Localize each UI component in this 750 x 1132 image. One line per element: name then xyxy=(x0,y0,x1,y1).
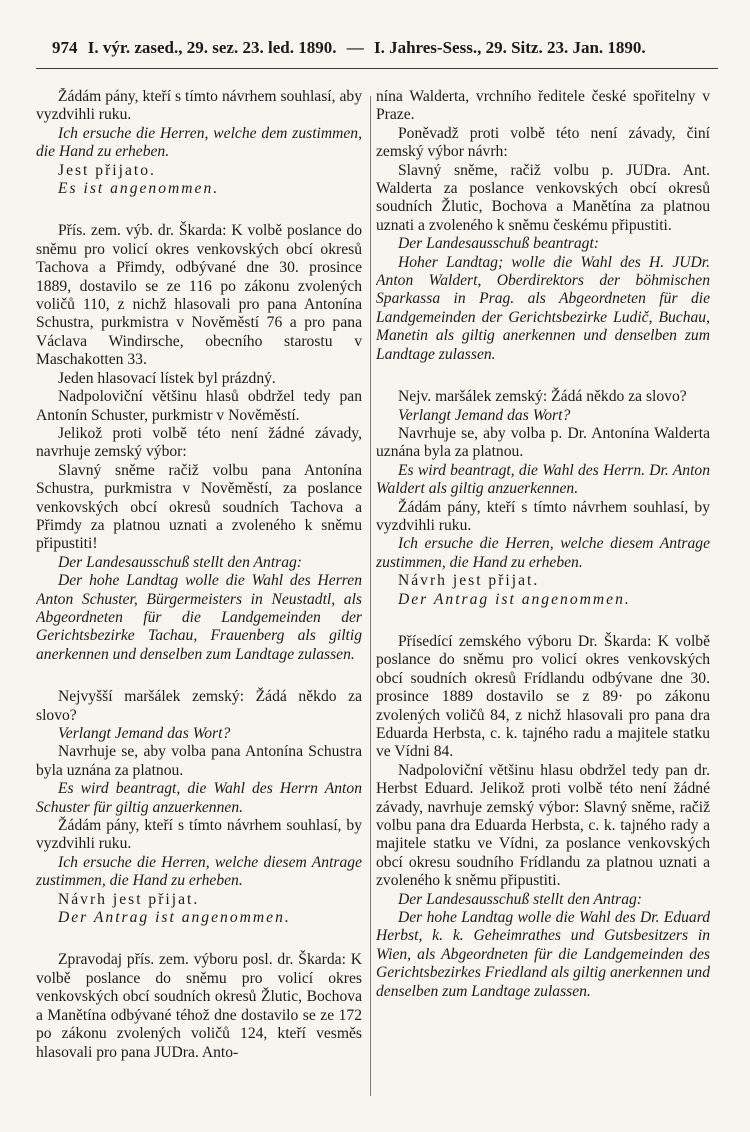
paragraph: Nejv. maršálek zemský: Žádá někdo za slovo? xyxy=(398,388,687,406)
paragraph: Nadpoloviční většinu hlasu obdržel tedy pan dr. Herbst Eduard. Jelikož proti volbě této není žádné závady, navrhuje zemský výbor: Slavný sněme, račiž volbu pana dra Eduarda Herbsta, c. k. tajného rady a majitele statku ve Vídni, za poslance venkovských obcí okresu soudního Frídlandu za platnou uznati a zvoleného k sněmu připustiti. xyxy=(376,761,710,890)
paragraph: Der Landesausschuß stellt den Antrag: xyxy=(398,890,643,908)
paragraph: Slavný sněme, račiž volbu p. JUDra. Ant. Walderta za poslance venkovských obcí okresů soudních Žlutic, Bochova a Manětína za platnou uznati a zvoleného k sněmu českému připustiti. xyxy=(376,161,710,234)
paragraph: nína Walderta, vrchního ředitele české spořitelny v Praze. xyxy=(376,88,710,124)
right-column xyxy=(376,88,710,1118)
paragraph: Návrh jest přijat. xyxy=(398,572,540,590)
paragraph: Ich ersuche die Herren, welche diesem Antrage zustimmen, die Hand zu erheben. xyxy=(376,535,710,571)
page-number: 974 xyxy=(52,38,78,57)
paragraph: Žádám pány, kteří s tímto návrhem souhlasí, aby vyzdvihli ruku. xyxy=(36,88,362,124)
paragraph: Jeden hlasovací lístek byl prázdný. xyxy=(58,369,276,387)
paragraph: Es ist angenommen. xyxy=(58,180,220,198)
paragraph: Jest přijato. xyxy=(58,161,156,179)
paragraph: Der Landesausschuß stellt den Antrag: xyxy=(58,553,303,571)
page-header xyxy=(52,38,718,68)
header-czech-title: I. výr. zased., 29. sez. 23. led. 1890. xyxy=(87,38,337,57)
paragraph: Ich ersuche die Herren, welche dem zustimmen, die Hand zu erheben. xyxy=(36,124,362,161)
paragraph: Zpravodaj přís. zem. výboru posl. dr. Škarda: K volbě poslance do sněmu pro volicí okres venkovských obcí soudních okresů Žlutic, Bochova a Manětína odbývané téhož dne dostavilo se ze 172 po zákonu zvolených voličů 124, kteří vesměs hlasovali pro pana JUDra. Anto- xyxy=(36,951,362,1061)
paragraph: Hoher Landtag; wolle die Wahl des H. JUDr. Anton Waldert, Oberdirektors der böhmischen Sparkassa in Prag. als Abgeordneten für die Landgemeinden der Gerichtsbezirke Ludič, Buchau, Manetin als giltig anerkennen und denselben zum Landtage zulassen. xyxy=(376,253,710,363)
header-separator: — xyxy=(346,38,364,57)
header-divider xyxy=(36,68,718,69)
paragraph: Jelikož proti volbě této není žádné závady, navrhuje zemský výbor: xyxy=(36,424,362,461)
column-divider xyxy=(370,96,371,1096)
paragraph: Der Antrag ist angenommen. xyxy=(58,909,291,927)
paragraph: Nadpoloviční většinu hlasů obdržel tedy pan Antonín Schuster, purkmistr v Nověměstí. xyxy=(36,388,362,424)
paragraph: Poněvadž proti volbě této není závady, činí zemský výbor návrh: xyxy=(376,124,710,161)
paragraph: Navrhuje se, aby volba p. Dr. Antonína Walderta uznána byla za platnou. xyxy=(376,424,710,461)
header-german-title: I. Jahres-Sess., 29. Sitz. 23. Jan. 1890. xyxy=(373,38,646,57)
paragraph: Der Antrag ist angenommen. xyxy=(398,590,631,608)
spacer xyxy=(36,198,362,222)
paragraph: Verlangt Jemand das Wort? xyxy=(398,406,571,424)
paragraph: Der Landesausschuß beantragt: xyxy=(398,235,599,253)
spacer xyxy=(376,609,710,633)
spacer xyxy=(36,927,362,951)
paragraph: Es wird beantragt, die Wahl des Herrn Anton Schuster für giltig anzuerkennen. xyxy=(36,780,362,816)
spacer xyxy=(36,664,362,688)
paragraph: Přís. zem. výb. dr. Škarda: K volbě poslance do sněmu pro volicí okres venkovských obcí okresů Tachova a Přimdy, odbývané dne 30. prosince 1889, dostavilo se ze 116 po zákonu zvolených voličů 110, z nichž hlasovali pro pana Antonína Schustra, purkmistra v Nověměstí 76 a pro pana Václava Windirsche, obecního starostu v Maschakotten 33. xyxy=(36,222,362,369)
paragraph: Ich ersuche die Herren, welche diesem Antrage zustimmen, die Hand zu erheben. xyxy=(36,853,362,890)
paragraph: Přísedící zemského výboru Dr. Škarda: K volbě poslance do sněmu pro volicí okres venkovských obcí soudních okresů Frídlandu odbývane dne 30. prosince 1889 dostavilo se z 89· po zákonu zvolených voličů 84, z nichž hlasovali pro pana dra Eduarda Herbsta, c. k. tajného radu a majitele statku ve Vídni 84. xyxy=(376,632,710,761)
paragraph: Verlangt Jemand das Wort? xyxy=(58,725,231,742)
paragraph: Der hohe Landtag wolle die Wahl des Herren Anton Schuster, Bürgermeisters in Neustadtl, als Abgeordneten für die Landgemeinden der Gerichtsbezirke Tachau, Frauenberg als giltig anerkennen und denselben zum Landtage zulassen. xyxy=(36,572,362,663)
paragraph: Žádám pány, kteří s tímto návrhem souhlasí, by vyzdvihli ruku. xyxy=(376,498,710,534)
paragraph: Nejvyšší maršálek zemský: Žádá někdo za slovo? xyxy=(36,688,362,724)
paragraph: Es wird beantragt, die Wahl des Herrn. Dr. Anton Waldert als giltig anzuerkennen. xyxy=(376,461,710,498)
left-column xyxy=(36,88,362,1118)
spacer xyxy=(376,364,710,388)
paragraph: Slavný sněme račiž volbu pana Antonína Schustra, purkmistra v Nověměstí, za poslance venkovských obcí okresů soudních Tachova a Přimdy za platnou uznati a zvoleného k sněmu připustiti! xyxy=(36,461,362,553)
paragraph: Der hohe Landtag wolle die Wahl des Dr. Eduard Herbst, k. k. Geheimrathes und Gutsbesitzers in Wien, als Abgeordneten für die Landgemeinden des Gerichtsbezirkes Friedland als giltig anerkennen und denselben zum Landtage zulassen. xyxy=(376,909,710,1000)
paragraph: Navrhuje se, aby volba pana Antonína Schustra byla uznána za platnou. xyxy=(36,743,362,779)
paragraph: Žádám pány, kteří s tímto návrhem souhlasí, by vyzdvihli ruku. xyxy=(36,817,362,853)
paragraph: Návrh jest přijat. xyxy=(58,890,200,908)
